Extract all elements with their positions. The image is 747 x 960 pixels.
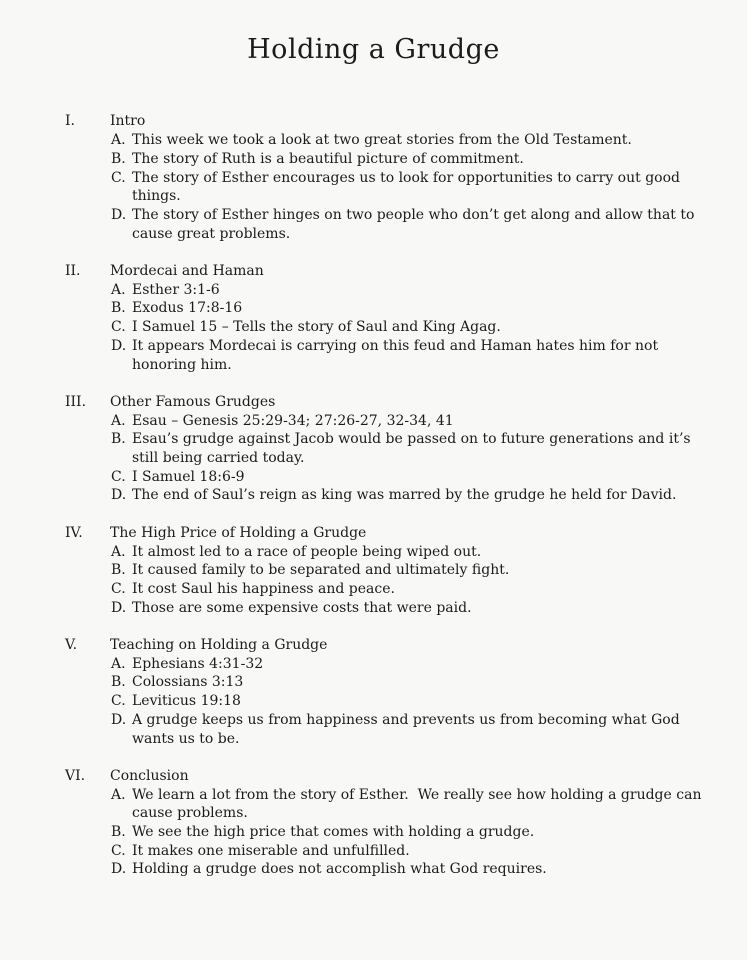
outline-section-high-price	[65, 524, 710, 618]
outline-item	[111, 468, 710, 487]
item-letter: B.	[111, 824, 126, 841]
item-letter: B.	[111, 562, 126, 579]
outline-item	[111, 561, 710, 580]
page-title: Holding a Grudge	[247, 34, 500, 65]
outline-item	[111, 150, 710, 169]
item-letter: B.	[111, 150, 126, 167]
item-letter: C.	[111, 580, 126, 597]
outline-item	[111, 169, 710, 206]
item-text: I Samuel 15 – Tells the story of Saul and King Agag.	[132, 319, 501, 336]
section-numeral: V.	[65, 637, 78, 654]
item-letter: A.	[111, 655, 126, 672]
outline-item	[111, 131, 710, 150]
item-text: The story of Ruth is a beautiful picture of commitment.	[132, 150, 524, 167]
section-body	[110, 524, 710, 618]
section-body	[110, 393, 710, 505]
section-numeral: I.	[65, 113, 75, 130]
item-letter: C.	[111, 842, 126, 859]
outline-item	[111, 786, 710, 823]
item-text: We learn a lot from the story of Esther. We really see how holding a grudge can cause problems.	[132, 786, 706, 822]
item-letter: C.	[111, 693, 126, 710]
item-letter: A.	[111, 786, 126, 803]
outline-section-conclusion	[65, 767, 710, 879]
item-text: Leviticus 19:18	[132, 693, 241, 710]
item-letter: D.	[111, 711, 127, 728]
outline-section-other-famous-grudges	[65, 393, 710, 505]
item-text: Ephesians 4:31-32	[132, 655, 264, 672]
item-letter: A.	[111, 132, 126, 149]
outline-item	[111, 206, 710, 243]
item-letter: D.	[111, 337, 127, 354]
item-letter: A.	[111, 543, 126, 560]
outline-item	[111, 486, 710, 505]
outline-item	[111, 412, 710, 431]
item-text: Colossians 3:13	[132, 674, 244, 691]
item-text: Esau – Genesis 25:29-34; 27:26-27, 32-34, 41	[132, 412, 454, 429]
item-letter: D.	[111, 206, 127, 223]
item-letter: A.	[111, 281, 126, 298]
outline-section-intro	[65, 112, 710, 243]
outline-item	[111, 299, 710, 318]
section-body	[110, 767, 710, 879]
item-text: It appears Mordecai is carrying on this feud and Haman hates him for not honoring him.	[132, 337, 663, 373]
outline-item	[111, 655, 710, 674]
item-text: I Samuel 18:6-9	[132, 468, 245, 485]
section-heading: Teaching on Holding a Grudge	[110, 637, 328, 654]
outline-item	[111, 860, 710, 879]
item-text: This week we took a look at two great stories from the Old Testament.	[132, 132, 632, 149]
section-numeral: III.	[65, 393, 87, 410]
item-text: Those are some expensive costs that were paid.	[132, 599, 472, 616]
outline-item	[111, 430, 710, 467]
section-heading: Other Famous Grudges	[110, 393, 276, 410]
section-heading: Intro	[110, 113, 146, 130]
outline-item	[111, 673, 710, 692]
item-text: Esau’s grudge against Jacob would be passed on to future generations and it’s still being carried today.	[132, 431, 696, 467]
item-letter: D.	[111, 599, 127, 616]
item-text: The story of Esther hinges on two people who don’t get along and allow that to cause great problems.	[132, 206, 699, 242]
item-text: The end of Saul’s reign as king was marred by the grudge he held for David.	[132, 487, 677, 504]
outline-item	[111, 842, 710, 861]
outline-item	[111, 318, 710, 337]
section-body	[110, 262, 710, 374]
item-text: Esther 3:1-6	[132, 281, 220, 298]
section-body	[110, 636, 710, 748]
outline-section-teaching	[65, 636, 710, 748]
item-text: Exodus 17:8-16	[132, 300, 243, 317]
outline-item	[111, 543, 710, 562]
outline-item	[111, 823, 710, 842]
section-heading: Mordecai and Haman	[110, 263, 264, 279]
outline-item	[111, 599, 710, 618]
section-heading: Conclusion	[110, 767, 189, 784]
item-letter: D.	[111, 861, 127, 878]
item-text: It makes one miserable and unfulfilled.	[132, 842, 410, 859]
outline-item	[111, 337, 710, 374]
section-body	[110, 112, 710, 243]
section-numeral: VI.	[65, 767, 86, 784]
item-letter: C.	[111, 169, 126, 186]
outline-item	[111, 711, 710, 748]
section-numeral: IV.	[65, 524, 83, 541]
section-numeral: II.	[65, 263, 81, 279]
item-letter: B.	[111, 431, 126, 448]
item-letter: C.	[111, 319, 126, 336]
item-text: It caused family to be separated and ultimately fight.	[132, 562, 510, 579]
item-letter: B.	[111, 300, 126, 317]
item-letter: A.	[111, 412, 126, 429]
section-heading: The High Price of Holding a Grudge	[110, 524, 367, 541]
outline-item	[111, 281, 710, 300]
outline-section-mordecai-and-haman	[65, 262, 710, 374]
item-text: A grudge keeps us from happiness and prevents us from becoming what God wants us to be.	[132, 711, 685, 747]
item-letter: D.	[111, 487, 127, 504]
outline	[65, 112, 710, 879]
item-letter: C.	[111, 468, 126, 485]
item-text: It cost Saul his happiness and peace.	[132, 580, 395, 597]
outline-item	[111, 692, 710, 711]
item-text: The story of Esther encourages us to look for opportunities to carry out good things.	[132, 169, 685, 205]
item-text: We see the high price that comes with holding a grudge.	[132, 824, 535, 841]
item-text: It almost led to a race of people being wiped out.	[132, 543, 482, 560]
outline-item	[111, 580, 710, 599]
item-letter: B.	[111, 674, 126, 691]
item-text: Holding a grudge does not accomplish what God requires.	[132, 861, 547, 878]
